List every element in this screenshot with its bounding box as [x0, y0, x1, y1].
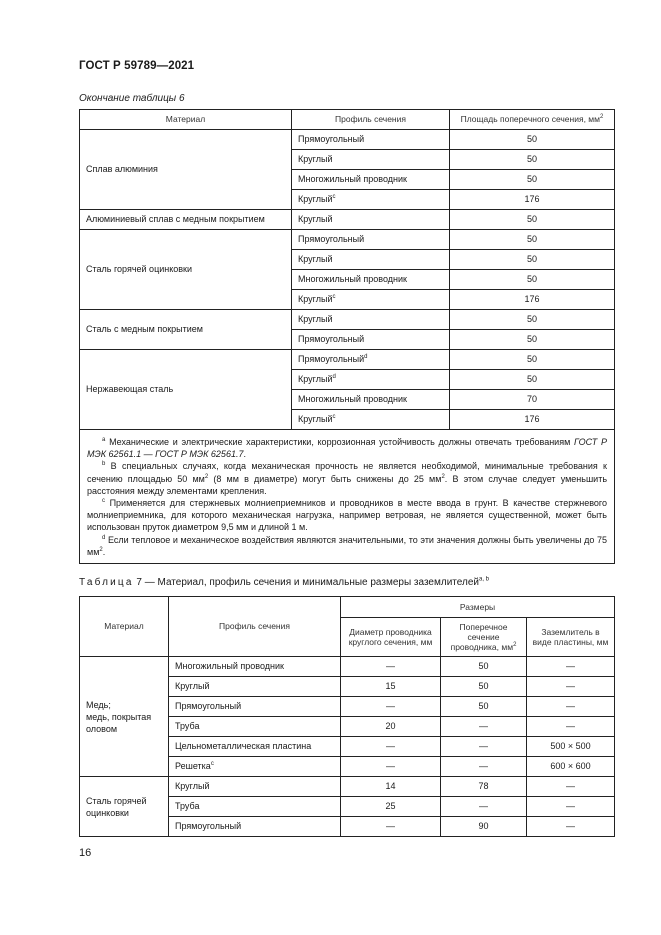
profile-cell: Круглый$^c$: [292, 190, 450, 210]
profile-cell: Круглый: [292, 150, 450, 170]
footnote-mark: b: [102, 461, 106, 468]
table7-caption: Таблица 7 — Материал, профиль сечения и минимальные размеры заземлителей$^{a, b}$: [79, 576, 489, 588]
cross-section-cell: 78: [441, 777, 527, 797]
cross-section-cell: —: [441, 757, 527, 777]
footnote-a: $^a$ Механические и электрические характеристики, коррозионная устойчивость должны отвечать требованиям ГОСТ Р МЭК 62561.1 — ГОСТ Р МЭК 62561.7.: [87, 437, 607, 460]
page-number: 16: [79, 847, 92, 859]
diameter-cell: —: [341, 757, 441, 777]
diameter-cell: —: [341, 817, 441, 837]
footnote-mark: c: [102, 498, 105, 505]
area-cell: 50: [450, 230, 615, 250]
diameter-cell: —: [341, 697, 441, 717]
profile-cell: Круглый$^c$: [292, 290, 450, 310]
table7-header-row-1: [80, 597, 615, 618]
cross-section-cell: 50: [441, 657, 527, 677]
table6-header-row: [80, 110, 615, 130]
area-cell: 50: [450, 210, 615, 230]
table6-header-profile: Профиль сечения: [292, 110, 450, 130]
table6-header-area: Площадь поперечного сечения, $мм^2$: [450, 110, 615, 130]
table6-header-material: Материал: [80, 110, 292, 130]
area-cell: 50: [450, 330, 615, 350]
profile-cell: Круглый: [292, 310, 450, 330]
profile-cell: Прямоугольный: [292, 230, 450, 250]
plate-cell: —: [527, 777, 615, 797]
area-cell: 50: [450, 270, 615, 290]
table-row: [80, 210, 615, 230]
profile-cell: Многожильный проводник: [292, 270, 450, 290]
profile-cell: Прямоугольный: [169, 697, 341, 717]
table-row: [80, 130, 615, 150]
diameter-cell: 15: [341, 677, 441, 697]
footnote-b: $^b$ В специальных случаях, когда механическая прочность не является необходимой, минимальные требования к сечению площадью 50 $мм^2$ (8 мм в диаметре) могут быть снижены до 25 $мм^2$. В этом случае следует уменьшить расстояния между элементами крепления.: [87, 461, 608, 496]
area-cell: 70: [450, 390, 615, 410]
material-cell: Сталь горячей оцинковки: [80, 230, 292, 310]
plate-cell: —: [527, 677, 615, 697]
cross-section-cell: 50: [441, 697, 527, 717]
diameter-cell: —: [341, 657, 441, 677]
cross-section-cell: —: [441, 717, 527, 737]
profile-cell: Круглый: [292, 210, 450, 230]
plate-cell: 500 × 500: [527, 737, 615, 757]
table6-notes: [80, 430, 615, 564]
table-row: [80, 310, 615, 330]
profile-cell: Решетка$^c$: [169, 757, 341, 777]
table7-header-dimensions: Размеры: [341, 597, 615, 618]
plate-cell: —: [527, 717, 615, 737]
table7-header-diameter: Диаметр проводника круглого сечения, мм: [341, 618, 441, 657]
table6-notes-row: [80, 430, 615, 564]
footnote-mark: a: [102, 437, 106, 443]
footnote-c: $^c$ Применяется для стержневых молниеприемников и проводников в месте ввода в грунт. В качестве стержневого молниеприемника, для которого механическая нагрузка, например ветровая, не является существенной, может быть использован пруток диаметром 9,5 мм и длиной 1 м.: [87, 498, 607, 533]
material-cell: Сталь горячей оцинковки: [80, 777, 169, 837]
table7-header-profile: Профиль сечения: [169, 597, 341, 657]
plate-cell: —: [527, 697, 615, 717]
profile-cell: Многожильный проводник: [169, 657, 341, 677]
table-row: [80, 350, 615, 370]
profile-cell: Труба: [169, 797, 341, 817]
material-cell: Нержавеющая сталь: [80, 350, 292, 430]
table7-header-cross-section: Поперечное сечение проводника, $мм^2$: [441, 618, 527, 657]
profile-cell: Круглый$^d$: [292, 370, 450, 390]
profile-cell: Круглый$^c$: [292, 410, 450, 430]
table7-header-plate: Заземлитель в виде пластины, мм: [527, 618, 615, 657]
area-cell: 50: [450, 170, 615, 190]
profile-cell: Цельнометаллическая пластина: [169, 737, 341, 757]
profile-cell: Прямоугольный: [169, 817, 341, 837]
profile-cell: Многожильный проводник: [292, 170, 450, 190]
table-row: [80, 777, 615, 797]
plate-cell: —: [527, 817, 615, 837]
diameter-cell: 20: [341, 717, 441, 737]
diameter-cell: 25: [341, 797, 441, 817]
material-cell: Сталь с медным покрытием: [80, 310, 292, 350]
profile-cell: Прямоугольный: [292, 330, 450, 350]
footnote-d: $^d$ Если тепловое и механическое воздействия являются значительными, то эти значения должны быть увеличены до 75 $мм^2$.: [87, 534, 607, 557]
profile-cell: Прямоугольный$^d$: [292, 350, 450, 370]
cross-section-cell: 90: [441, 817, 527, 837]
table-row: [80, 657, 615, 677]
profile-cell: Круглый: [169, 777, 341, 797]
cross-section-cell: —: [441, 797, 527, 817]
profile-cell: Труба: [169, 717, 341, 737]
profile-cell: Круглый: [169, 677, 341, 697]
table6: [79, 109, 615, 564]
table6-caption: Окончание таблицы 6: [79, 93, 185, 104]
area-cell: 50: [450, 150, 615, 170]
area-cell: 50: [450, 250, 615, 270]
table7-header-material: Материал: [80, 597, 169, 657]
plate-cell: —: [527, 657, 615, 677]
cross-section-cell: —: [441, 737, 527, 757]
material-cell: Алюминиевый сплав с медным покрытием: [80, 210, 292, 230]
diameter-cell: 14: [341, 777, 441, 797]
profile-cell: Многожильный проводник: [292, 390, 450, 410]
plate-cell: —: [527, 797, 615, 817]
area-cell: 50: [450, 310, 615, 330]
table7: [79, 596, 615, 837]
area-cell: 50: [450, 350, 615, 370]
cross-section-cell: 50: [441, 677, 527, 697]
material-cell: Сплав алюминия: [80, 130, 292, 210]
table-row: [80, 230, 615, 250]
footnote-mark: d: [102, 534, 106, 541]
area-cell: 176: [450, 410, 615, 430]
plate-cell: 600 × 600: [527, 757, 615, 777]
standard-designation: ГОСТ Р 59789—2021: [79, 60, 195, 72]
diameter-cell: —: [341, 737, 441, 757]
area-cell: 176: [450, 290, 615, 310]
area-cell: 50: [450, 130, 615, 150]
material-cell: Медь; медь, покрытая оловом: [80, 657, 169, 777]
area-cell: 50: [450, 370, 615, 390]
area-cell: 176: [450, 190, 615, 210]
profile-cell: Прямоугольный: [292, 130, 450, 150]
profile-cell: Круглый: [292, 250, 450, 270]
